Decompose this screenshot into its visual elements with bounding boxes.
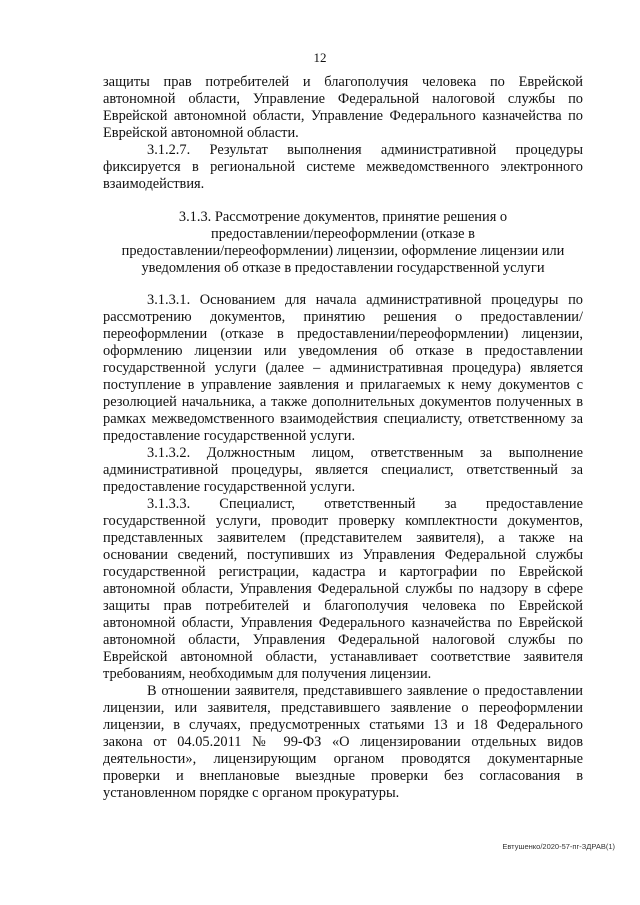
document-reference-footer: Евтушенко/2020-57-пг-ЗДРАВ(1) xyxy=(502,842,615,851)
paragraph-3-1-3-2: 3.1.3.2. Должностным лицом, ответственным за выполнение административной процедуры, является специалист, ответственный за предоставление государственной услуги. xyxy=(103,445,583,495)
section-heading-line: 3.1.3. Рассмотрение документов, принятие решения о xyxy=(178,209,508,225)
section-heading-line: уведомления об отказе в предоставлении государственной услуги xyxy=(141,260,545,276)
section-heading-3-1-3 xyxy=(103,209,583,277)
paragraph-3-1-3-1: 3.1.3.1. Основанием для начала административной процедуры по рассмотрению документов, принятию решения о предоставлении/ переоформлении (отказе в предоставлении/переоформлении) лицензии, оформлению лицензии или уведомления об отказе в предоставлении государственной услуги (далее – административная процедура) является поступление в управление заявления и прилагаемых к нему документов с резолюцией начальника, а также дополнительных документов полученных в рамках межведомственного взаимодействия специалисту, ответственному за предоставление государственной услуги. xyxy=(103,292,583,444)
top-text-block xyxy=(103,74,583,193)
page-number: 12 xyxy=(313,50,327,65)
section-heading-line: предоставлении/переоформлении (отказе в xyxy=(211,226,475,242)
paragraph-3-1-3-3: 3.1.3.3. Специалист, ответственный за предоставление государственной услуги, проводит проверку комплектности документов, представленных заявителем (представителем заявителя), а также на основании сведений, поступивших из Управления Федеральной службы государственной регистрации, кадастра и картографии по Еврейской автономной области, Управления Федеральной службы по надзору в сфере защиты прав потребителей и благополучия человека по Еврейской автономной области, Управления Федерального казначейства по Еврейской автономной области, Управления Федеральной налоговой службы по Еврейской автономной области, устанавливает соответствие заявителя требованиям, необходимым для получения лицензии. xyxy=(103,496,583,682)
paragraph-continuation: защиты прав потребителей и благополучия человека по Еврейской автономной области, Управление Федеральной налоговой службы по Еврейской автономной области, Управление Федерального казначейства по Еврейской автономной области. xyxy=(103,74,583,141)
main-text-block xyxy=(103,292,583,802)
paragraph-3-1-2-7: 3.1.2.7. Результат выполнения административной процедуры фиксируется в региональной системе межведомственного электронного взаимодействия. xyxy=(103,142,583,192)
section-heading-line: предоставлении/переоформлении) лицензии, оформление лицензии или xyxy=(121,243,565,259)
paragraph-inspections: В отношении заявителя, представившего заявление о предоставлении лицензии, или заявителя, представившего заявление о переоформлении лицензии, в случаях, предусмотренных статьями 13 и 18 Федерального закона от 04.05.2011 № 99-ФЗ «О лицензировании отдельных видов деятельности», лицензирующим органом проводятся документарные проверки и внеплановые выездные проверки без согласования в установленном порядке с органом прокуратуры. xyxy=(103,683,583,801)
